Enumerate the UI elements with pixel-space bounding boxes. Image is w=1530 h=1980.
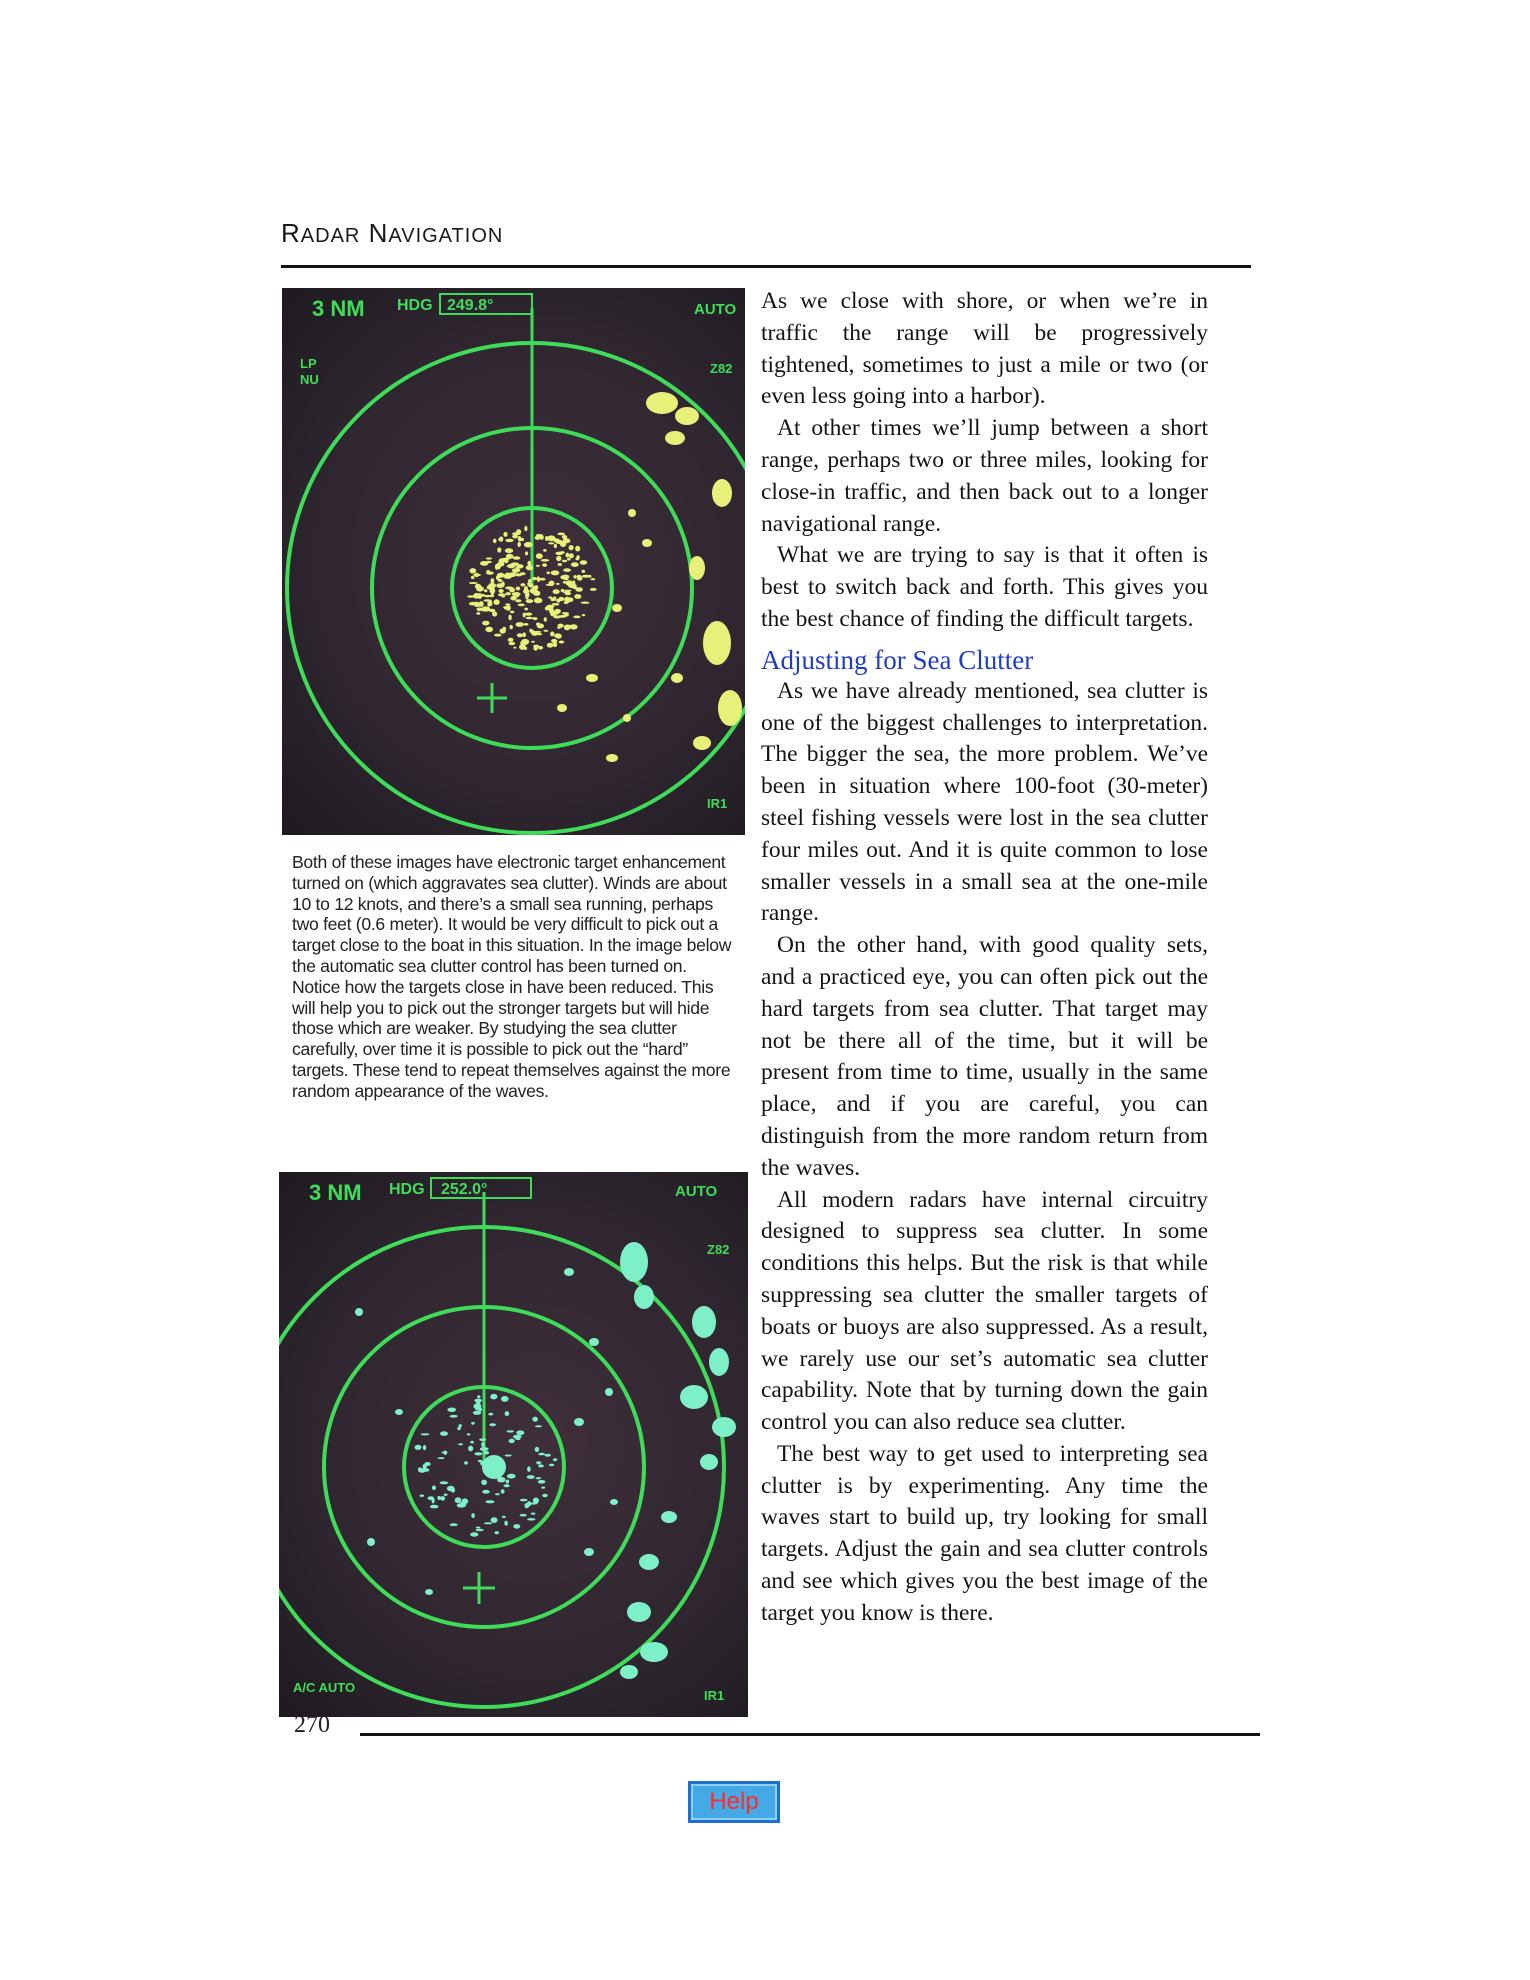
clutter-speck	[575, 587, 583, 592]
paragraph: All modern radars have internal circuitry designed to suppress sea clutter. In some conditions this helps. But the risk is that while suppressing sea clutter the smaller targets of boats or buoys are also suppressed. As a result, we rarely use our set’s automatic sea clutter capability. Note that by turning down the gain control you can also reduce sea clutter.	[761, 1186, 1208, 1436]
crosshair-icon	[463, 1572, 495, 1604]
clutter-speck	[552, 603, 560, 606]
radar-image-bottom	[279, 1172, 748, 1717]
clutter-speck	[527, 1501, 532, 1506]
clutter-speck	[547, 643, 554, 648]
clutter-speck	[563, 581, 567, 584]
clutter-speck	[575, 557, 579, 560]
clutter-speck	[455, 1497, 462, 1503]
clutter-speck	[512, 535, 518, 539]
clutter-speck	[504, 573, 511, 579]
clutter-speck	[587, 575, 591, 578]
clutter-speck	[500, 628, 506, 633]
clutter-speck	[527, 583, 533, 586]
clutter-speck	[490, 1394, 497, 1400]
paragraph: The best way to get used to interpreting sea clutter is by experimenting. Any time the waves start to build up, try looking for small targets. Adjust the gain and sea clutter controls and see which gives you the best image of the target you know is there.	[761, 1440, 1208, 1626]
radar-image-top	[282, 288, 745, 835]
clutter-speck	[516, 592, 520, 598]
clutter-speck	[458, 1443, 463, 1445]
paragraph: As we have already mentioned, sea clutter is one of the biggest challenges to interpretation. The bigger the sea, the more problem. We’ve been in situation where 100-foot (30-meter) steel fishing vessels were lost in the sea clutter four miles out. And it is quite common to lose smaller vessels in a small sea at the one-mile range.	[761, 677, 1208, 927]
clutter-speck	[513, 647, 516, 649]
clutter-speck	[532, 617, 537, 620]
clutter-speck	[473, 593, 479, 599]
clutter-speck	[485, 627, 493, 633]
clutter-speck	[518, 536, 521, 542]
clutter-speck	[486, 1500, 495, 1503]
body-text-column	[761, 286, 1208, 1630]
clutter-speck	[533, 646, 537, 651]
clutter-speck	[481, 1480, 487, 1485]
figure-caption: Both of these images have electronic target enhancement turned on (which aggravates sea clutter). Winds are about 10 to 12 knots, and there’s a small sea running, perhaps two feet (0.6 meter). It would be very difficult to pick out a target close to the boat in this situation. In the image below the automatic sea clutter control has been turned on. Notice how the targets close in have been reduced. This will help you to pick out the stronger targets but will hide those which are weaker. By studying the sea clutter carefully, over time it is possible to pick out the “hard” targets. These tend to repeat themselves against the more random appearance of the waves.	[292, 852, 732, 1101]
clutter-speck	[470, 1532, 478, 1536]
svg-text:IR1: IR1	[704, 1688, 725, 1703]
help-button[interactable]: Help	[688, 1781, 780, 1823]
clutter-speck	[535, 536, 541, 540]
clutter-speck	[447, 1408, 456, 1413]
clutter-speck	[501, 1489, 505, 1493]
clutter-speck	[590, 588, 597, 591]
clutter-speck	[469, 568, 476, 573]
clutter-speck	[505, 603, 510, 605]
clutter-speck	[566, 590, 570, 594]
clutter-speck	[482, 1490, 490, 1494]
clutter-speck	[536, 1477, 542, 1479]
clutter-speck	[553, 597, 557, 601]
svg-text:NU: NU	[300, 372, 319, 387]
clutter-speck	[536, 1461, 541, 1464]
clutter-speck	[423, 1445, 426, 1450]
clutter-speck	[549, 1464, 554, 1467]
clutter-speck	[567, 558, 571, 561]
clutter-speck	[474, 1452, 482, 1455]
clutter-speck	[591, 578, 596, 580]
range-label: 3 NM	[309, 1180, 362, 1205]
clutter-speck	[440, 1431, 448, 1436]
clutter-speck	[524, 613, 532, 616]
clutter-speck	[483, 1451, 489, 1455]
header-rule	[281, 265, 1251, 268]
clutter-speck	[509, 642, 516, 646]
section-heading: Adjusting for Sea Clutter	[761, 644, 1034, 675]
clutter-speck	[490, 588, 496, 594]
clutter-speck	[531, 641, 535, 643]
clutter-speck	[564, 625, 571, 631]
clutter-speck	[471, 576, 475, 579]
svg-text:Z82: Z82	[707, 1242, 730, 1257]
clutter-speck	[467, 1433, 471, 1435]
clutter-speck	[480, 1447, 489, 1451]
radar-display-bottom	[279, 1172, 748, 1717]
clutter-speck	[537, 576, 540, 582]
clutter-speck	[430, 1505, 439, 1509]
clutter-speck	[524, 608, 528, 611]
clutter-speck	[421, 1433, 430, 1435]
clutter-speck	[563, 538, 571, 543]
clutter-speck	[494, 634, 501, 637]
clutter-speck	[528, 579, 532, 582]
clutter-speck	[496, 583, 504, 588]
running-head: RADAR NAVIGATION	[281, 218, 504, 248]
clutter-speck	[450, 1415, 458, 1418]
clutter-speck	[533, 631, 542, 633]
clutter-speck	[573, 575, 576, 579]
clutter-speck	[575, 546, 580, 552]
clutter-speck	[507, 1474, 516, 1479]
clutter-speck	[477, 1395, 480, 1398]
clutter-speck	[545, 1454, 551, 1457]
svg-text:LP: LP	[300, 356, 317, 371]
clutter-speck	[569, 545, 574, 550]
clutter-speck	[536, 565, 540, 567]
clutter-speck	[557, 627, 561, 629]
clutter-speck	[516, 622, 524, 627]
clutter-speck	[428, 1496, 435, 1500]
clutter-speck	[562, 535, 567, 539]
clutter-speck	[501, 1396, 509, 1402]
clutter-speck	[549, 611, 556, 613]
svg-text:AUTO: AUTO	[694, 301, 737, 318]
clutter-speck	[474, 573, 479, 577]
clutter-speck	[538, 1464, 544, 1467]
clutter-speck	[563, 568, 571, 572]
clutter-speck	[548, 596, 552, 598]
clutter-speck	[504, 1484, 510, 1487]
clutter-speck	[582, 570, 586, 573]
clutter-speck	[535, 585, 539, 590]
clutter-speck	[542, 1494, 548, 1497]
clutter-speck	[497, 547, 501, 552]
clutter-speck	[570, 624, 578, 629]
clutter-speck	[526, 617, 533, 620]
clutter-speck	[535, 1447, 539, 1452]
clutter-speck	[520, 583, 525, 586]
sea-clutter-top	[467, 526, 597, 651]
clutter-speck	[526, 599, 534, 603]
clutter-speck	[484, 1522, 493, 1524]
clutter-speck	[508, 615, 511, 621]
clutter-speck	[553, 616, 561, 619]
clutter-speck	[492, 611, 497, 616]
clutter-speck	[482, 621, 489, 626]
clutter-speck	[549, 581, 555, 587]
clutter-speck	[475, 584, 481, 589]
clutter-speck	[524, 623, 529, 626]
clutter-speck	[521, 647, 527, 650]
clutter-speck	[505, 1455, 512, 1457]
clutter-speck	[562, 575, 569, 579]
clutter-speck	[488, 583, 496, 588]
clutter-speck	[432, 1486, 436, 1491]
svg-text:IR1: IR1	[707, 796, 728, 811]
clutter-speck	[548, 542, 554, 544]
clutter-speck	[503, 532, 507, 537]
clutter-speck	[481, 1442, 484, 1447]
clutter-speck	[544, 630, 549, 632]
svg-text:A/C AUTO: A/C AUTO	[293, 1680, 356, 1695]
clutter-speck	[556, 540, 563, 544]
clutter-speck	[494, 599, 500, 605]
clutter-speck	[536, 598, 539, 600]
clutter-speck	[520, 641, 528, 645]
clutter-speck	[493, 539, 497, 544]
clutter-speck	[541, 559, 550, 562]
clutter-speck	[525, 551, 528, 555]
clutter-speck	[581, 602, 590, 604]
clutter-speck	[582, 614, 585, 616]
clutter-speck	[516, 573, 520, 576]
clutter-speck	[471, 1513, 475, 1518]
clutter-speck	[532, 577, 538, 580]
clutter-speck	[510, 596, 516, 601]
clutter-speck	[551, 639, 557, 643]
clutter-speck	[437, 1457, 444, 1459]
clutter-speck	[538, 1480, 546, 1484]
clutter-speck	[491, 578, 495, 584]
clutter-speck	[495, 564, 499, 570]
clutter-speck	[489, 1423, 496, 1426]
clutter-speck	[562, 612, 570, 614]
clutter-speck	[501, 594, 505, 598]
clutter-speck	[505, 1411, 510, 1416]
clutter-speck	[507, 1430, 515, 1432]
clutter-speck	[556, 583, 560, 585]
clutter-speck	[520, 1499, 528, 1502]
clutter-speck	[502, 558, 510, 560]
paragraph: What we are trying to say is that it often is best to switch back and forth. This gives you the best chance of finding the difficult targets.	[761, 542, 1208, 632]
clutter-speck	[557, 533, 565, 536]
clutter-speck	[532, 1417, 538, 1422]
clutter-speck	[546, 605, 554, 611]
clutter-speck	[440, 1481, 449, 1484]
clutter-speck	[491, 1517, 498, 1523]
clutter-speck	[476, 612, 480, 615]
clutter-speck	[506, 1480, 510, 1484]
clutter-speck	[486, 557, 493, 559]
clutter-speck	[536, 623, 540, 626]
clutter-speck	[495, 1531, 499, 1534]
clutter-speck	[509, 1439, 515, 1443]
clutter-speck	[487, 602, 490, 607]
clutter-speck	[503, 606, 510, 608]
clutter-speck	[558, 563, 562, 566]
clutter-speck	[542, 563, 547, 567]
clutter-speck	[468, 1446, 473, 1452]
clutter-speck	[469, 582, 478, 584]
svg-text:AUTO: AUTO	[675, 1183, 718, 1200]
page-number: 270	[294, 1712, 330, 1738]
clutter-speck	[510, 625, 513, 629]
clutter-speck	[555, 552, 563, 556]
clutter-speck	[508, 638, 514, 642]
paragraph: On the other hand, with good quality sets, and a practiced eye, you can often pick out the hard targets from sea clutter. That target may not be there all of the time, but it will be present from time to time, usually in the same place, and if you are careful, you can distinguish from the more random return from the waves.	[761, 932, 1208, 1181]
clutter-speck	[459, 1502, 466, 1508]
clutter-speck	[464, 1461, 468, 1464]
clutter-speck	[556, 556, 561, 561]
clutter-speck	[505, 539, 513, 542]
clutter-speck	[498, 589, 503, 593]
svg-text:HDG: HDG	[389, 1181, 425, 1198]
svg-text:249.8°: 249.8°	[447, 297, 494, 314]
clutter-speck	[502, 1516, 506, 1518]
footer-rule	[360, 1733, 1260, 1736]
clutter-speck	[520, 1514, 527, 1517]
clutter-speck	[418, 1468, 426, 1473]
clutter-speck	[497, 573, 505, 578]
clutter-speck	[573, 616, 580, 619]
clutter-speck	[517, 633, 523, 637]
clutter-speck	[551, 570, 560, 575]
clutter-speck	[504, 1521, 508, 1526]
clutter-speck	[483, 599, 491, 601]
clutter-speck	[553, 589, 560, 594]
svg-text:Z82: Z82	[710, 361, 733, 376]
clutter-speck	[495, 1493, 500, 1495]
clutter-speck	[543, 549, 547, 552]
clutter-speck	[451, 1488, 455, 1493]
clutter-speck	[480, 561, 488, 566]
clutter-speck	[564, 597, 569, 603]
clutter-speck	[550, 632, 554, 637]
clutter-speck	[450, 1523, 458, 1526]
clutter-speck	[488, 1413, 493, 1416]
clutter-speck	[498, 538, 502, 541]
clutter-speck	[553, 1458, 557, 1461]
clutter-speck	[481, 609, 489, 611]
clutter-speck	[580, 560, 587, 565]
clutter-speck	[510, 611, 514, 614]
clutter-speck	[544, 617, 547, 621]
clutter-speck	[513, 1524, 520, 1529]
clutter-speck	[516, 1430, 524, 1435]
clutter-speck	[470, 1441, 474, 1444]
clutter-speck	[474, 605, 480, 607]
clutter-speck	[562, 560, 567, 562]
paragraph: As we close with shore, or when we’re in traffic the range will be progressively tightened, sometimes to just a mile or two (or even less going into a harbor).	[761, 288, 1208, 410]
clutter-speck	[498, 579, 503, 582]
clutter-speck	[527, 1466, 531, 1472]
clutter-speck	[556, 599, 560, 603]
clutter-speck	[538, 1453, 545, 1456]
clutter-speck	[574, 594, 581, 599]
clutter-speck	[471, 1422, 475, 1425]
clutter-speck	[531, 1513, 536, 1515]
clutter-speck	[569, 553, 574, 558]
svg-text:HDG: HDG	[397, 297, 433, 314]
clutter-speck	[486, 571, 494, 574]
clutter-speck	[518, 604, 525, 607]
clutter-speck	[533, 591, 540, 596]
clutter-speck	[577, 576, 583, 581]
svg-text:252.0°: 252.0°	[441, 1181, 488, 1198]
clutter-speck	[516, 587, 521, 591]
clutter-speck	[541, 1487, 545, 1489]
paragraph: At other times we’ll jump between a short range, perhaps two or three miles, looking for close-in traffic, and then back out to a longer navigational range.	[761, 415, 1208, 537]
clutter-speck	[444, 1494, 448, 1496]
clutter-speck	[459, 1424, 462, 1427]
clutter-speck	[479, 594, 485, 597]
clutter-speck	[471, 602, 478, 604]
clutter-speck	[554, 633, 562, 638]
clutter-speck	[440, 1496, 445, 1501]
clutter-speck	[571, 562, 579, 567]
clutter-speck	[527, 1518, 535, 1521]
clutter-speck	[476, 1527, 481, 1529]
clutter-speck	[554, 544, 557, 548]
clutter-speck	[566, 553, 570, 558]
clutter-speck	[513, 556, 521, 559]
clutter-speck	[475, 1529, 483, 1531]
clutter-speck	[477, 1401, 480, 1405]
clutter-speck	[505, 592, 511, 595]
radar-display-top	[282, 288, 745, 835]
clutter-speck	[510, 562, 519, 566]
clutter-speck	[517, 542, 521, 547]
clutter-speck	[524, 542, 533, 548]
range-label: 3 NM	[312, 296, 365, 321]
clutter-speck	[415, 1445, 422, 1450]
crosshair-icon	[477, 683, 507, 713]
clutter-speck	[484, 589, 488, 592]
clutter-speck	[535, 1425, 542, 1427]
clutter-speck	[441, 1451, 447, 1453]
clutter-speck	[524, 586, 528, 591]
clutter-speck	[538, 646, 543, 650]
clutter-speck	[420, 1495, 425, 1497]
clutter-speck	[533, 1498, 539, 1504]
clutter-speck	[559, 641, 565, 644]
clutter-speck	[547, 535, 556, 541]
clutter-speck	[547, 571, 551, 574]
clutter-speck	[572, 580, 575, 585]
clutter-speck	[526, 565, 534, 570]
clutter-speck	[516, 1438, 521, 1440]
clutter-speck	[513, 571, 516, 574]
clutter-speck	[536, 553, 543, 559]
clutter-speck	[515, 599, 521, 602]
clutter-speck	[561, 589, 565, 592]
clutter-speck	[527, 1475, 535, 1479]
clutter-speck	[509, 588, 515, 593]
clutter-speck	[479, 1438, 486, 1441]
clutter-speck	[524, 526, 527, 531]
clutter-speck	[505, 548, 513, 553]
